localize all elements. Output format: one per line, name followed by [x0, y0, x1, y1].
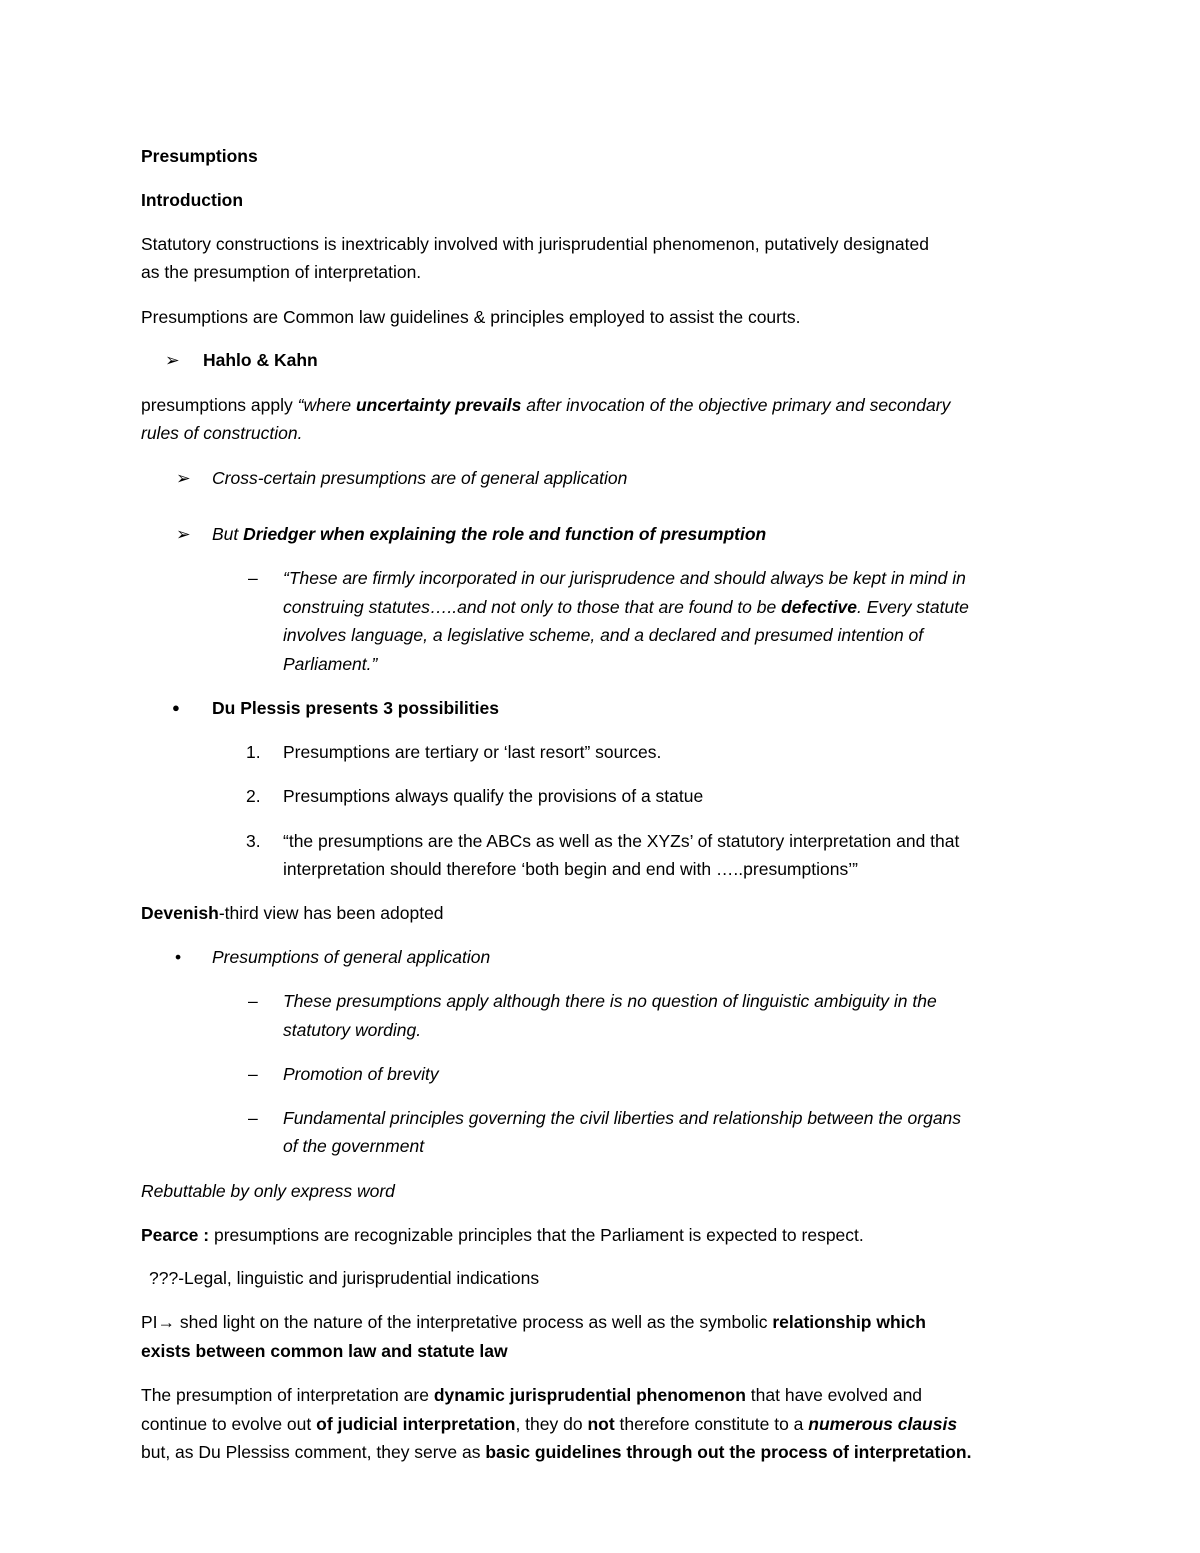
hahlo-kahn-heading: Hahlo & Kahn [203, 350, 318, 370]
rebuttable-note: Rebuttable by only express word [141, 1181, 395, 1201]
sub-item-2: Promotion of brevity [283, 1064, 439, 1084]
page-title: Presumptions [141, 146, 258, 166]
driedger-quote-line-3: involves language, a legislative scheme, and a declared and presumed intention of [283, 625, 924, 645]
arrow-bullet-icon: ➢ [176, 524, 191, 544]
final-paragraph-line-3: but, as Du Plessiss comment, they serve as basic guidelines through out the process of interpretation. [141, 1442, 972, 1462]
driedger-quote-line-2: construing statutes…..and not only to those that are found to be defective. Every statute [283, 597, 969, 617]
intro-paragraph-line-1: Statutory constructions is inextricably involved with jurisprudential phenomenon, putatively designated [141, 234, 929, 254]
pi-paragraph-line-2: exists between common law and statute law [141, 1341, 508, 1361]
dash-bullet-icon: – [248, 1064, 258, 1084]
dash-bullet-icon: – [248, 991, 258, 1011]
common-law-paragraph: Presumptions are Common law guidelines & principles employed to assist the courts. [141, 307, 801, 327]
intro-paragraph-line-2: as the presumption of interpretation. [141, 262, 422, 282]
arrow-bullet-icon: ➢ [165, 350, 180, 370]
driedger-quote-line-4: Parliament.” [283, 654, 378, 674]
intro-heading: Introduction [141, 190, 244, 210]
possibility-item-3-line-2: interpretation should therefore ‘both begin and end with …..presumptions’” [283, 859, 858, 879]
pi-paragraph-line-1: PI→ shed light on the nature of the interpretative process as well as the symbolic relationship which [141, 1312, 926, 1332]
driedger-item: But Driedger when explaining the role and function of presumption [212, 524, 767, 544]
possibility-item-2: Presumptions always qualify the provisions of a statue [283, 786, 704, 806]
sub-item-3-line-2: of the government [283, 1136, 425, 1156]
list-number-1: 1. [246, 742, 261, 762]
sub-item-1-line-1: These presumptions apply although there is no question of linguistic ambiguity in the [283, 991, 937, 1011]
small-bullet-icon: • [175, 947, 182, 967]
du-plessis-heading: Du Plessis presents 3 possibilities [212, 698, 499, 718]
general-application-item: Presumptions of general application [212, 947, 491, 967]
final-paragraph-line-2: continue to evolve out of judicial interpretation, they do not therefore constitute to a numerous clausis [141, 1414, 958, 1434]
devenish-paragraph: Devenish-third view has been adopted [141, 903, 444, 923]
round-bullet-icon: ● [172, 700, 180, 715]
right-arrow-icon: → [157, 1312, 176, 1332]
list-number-3: 3. [246, 831, 261, 851]
possibility-item-1: Presumptions are tertiary or ‘last resort” sources. [283, 742, 662, 762]
sub-item-3-line-1: Fundamental principles governing the civil liberties and relationship between the organs [283, 1108, 962, 1128]
indications-line: ???-Legal, linguistic and jurisprudential indications [149, 1268, 540, 1288]
arrow-bullet-icon: ➢ [176, 468, 191, 488]
pearce-paragraph: Pearce : presumptions are recognizable principles that the Parliament is expected to respect. [141, 1225, 864, 1245]
final-paragraph-line-1: The presumption of interpretation are dynamic jurisprudential phenomenon that have evolved and [141, 1385, 923, 1405]
possibility-item-3-line-1: “the presumptions are the ABCs as well as the XYZs’ of statutory interpretation and that [283, 831, 960, 851]
sub-item-1-line-2: statutory wording. [283, 1020, 422, 1040]
cross-certain-item: Cross-certain presumptions are of general application [212, 468, 628, 488]
dash-bullet-icon: – [248, 568, 258, 588]
hahlo-paragraph-line-1: presumptions apply “where uncertainty prevails after invocation of the objective primary and secondary [141, 395, 951, 415]
driedger-quote-line-1: “These are firmly incorporated in our jurisprudence and should always be kept in mind in [283, 568, 966, 588]
list-number-2: 2. [246, 786, 261, 806]
hahlo-paragraph-line-2: rules of construction. [141, 423, 303, 443]
dash-bullet-icon: – [248, 1108, 258, 1128]
